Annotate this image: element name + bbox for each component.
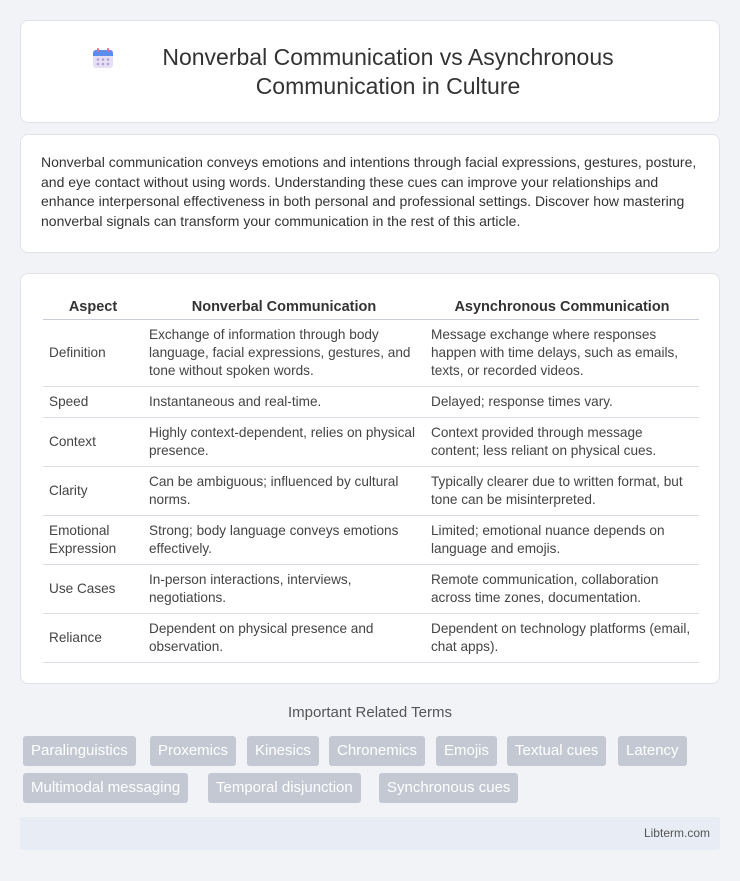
asynchronous-cell: Delayed; response times vary.: [425, 387, 699, 418]
aspect-cell: Emotional Expression: [43, 516, 143, 565]
page-title: Nonverbal Communication vs Asynchronous Communication in Culture: [162, 43, 614, 99]
column-header-asynchronous: Asynchronous Communication: [425, 294, 699, 320]
nonverbal-cell: Dependent on physical presence and observation.: [143, 614, 425, 663]
nonverbal-cell: Can be ambiguous; influenced by cultural norms.: [143, 467, 425, 516]
table-row: [43, 614, 699, 663]
aspect-cell: Definition: [43, 320, 143, 387]
title-wrap: [92, 43, 648, 101]
nonverbal-cell: Strong; body language conveys emotions effectively.: [143, 516, 425, 565]
term-tag-multimodal-messaging[interactable]: Multimodal messaging: [23, 773, 188, 803]
table-row: [43, 565, 699, 614]
table-header-row: [43, 294, 699, 320]
table-row: [43, 418, 699, 467]
term-tag-kinesics[interactable]: Kinesics: [247, 736, 319, 766]
aspect-cell: Clarity: [43, 467, 143, 516]
comparison-table-card: [20, 273, 720, 684]
asynchronous-cell: Typically clearer due to written format, but tone can be misinterpreted.: [425, 467, 699, 516]
intro-paragraph: Nonverbal communication conveys emotions and intentions through facial expressions, gestures, posture, and eye contact without using words. Understanding these cues can improve your relationships and enhance interpersonal effectiveness in both personal and professional settings. Discover how mastering nonverbal signals can transform your communication in the rest of this article.: [41, 154, 697, 229]
table-row: [43, 320, 699, 387]
nonverbal-cell: Exchange of information through body language, facial expressions, gestures, and tone without spoken words.: [143, 320, 425, 387]
asynchronous-cell: Remote communication, collaboration across time zones, documentation.: [425, 565, 699, 614]
intro-card: [20, 134, 720, 253]
term-tag-paralinguistics[interactable]: Paralinguistics: [23, 736, 136, 766]
aspect-cell: Reliance: [43, 614, 143, 663]
term-tag-textual-cues[interactable]: Textual cues: [507, 736, 606, 766]
nonverbal-cell: Highly context-dependent, relies on physical presence.: [143, 418, 425, 467]
column-header-aspect: Aspect: [43, 294, 143, 320]
asynchronous-cell: Limited; emotional nuance depends on language and emojis.: [425, 516, 699, 565]
related-terms-heading: Important Related Terms: [288, 704, 452, 721]
term-tag-synchronous-cues[interactable]: Synchronous cues: [379, 773, 518, 803]
term-tag-proxemics[interactable]: Proxemics: [150, 736, 236, 766]
asynchronous-cell: Message exchange where responses happen with time delays, such as emails, texts, or recorded videos.: [425, 320, 699, 387]
nonverbal-cell: In-person interactions, interviews, negotiations.: [143, 565, 425, 614]
asynchronous-cell: Context provided through message content; less reliant on physical cues.: [425, 418, 699, 467]
term-tag-latency[interactable]: Latency: [618, 736, 687, 766]
calendar-icon: [92, 47, 114, 69]
term-tag-chronemics[interactable]: Chronemics: [329, 736, 425, 766]
aspect-cell: Speed: [43, 387, 143, 418]
table-row: [43, 467, 699, 516]
aspect-cell: Context: [43, 418, 143, 467]
footer: [20, 817, 720, 850]
table-row: [43, 516, 699, 565]
table-row: [43, 387, 699, 418]
comparison-table: [43, 294, 699, 663]
title-card: [20, 20, 720, 123]
term-tag-emojis[interactable]: Emojis: [436, 736, 497, 766]
column-header-nonverbal: Nonverbal Communication: [143, 294, 425, 320]
nonverbal-cell: Instantaneous and real-time.: [143, 387, 425, 418]
term-tag-temporal-disjunction[interactable]: Temporal disjunction: [208, 773, 361, 803]
asynchronous-cell: Dependent on technology platforms (email, chat apps).: [425, 614, 699, 663]
footer-brand[interactable]: Libterm.com: [643, 826, 710, 840]
aspect-cell: Use Cases: [43, 565, 143, 614]
